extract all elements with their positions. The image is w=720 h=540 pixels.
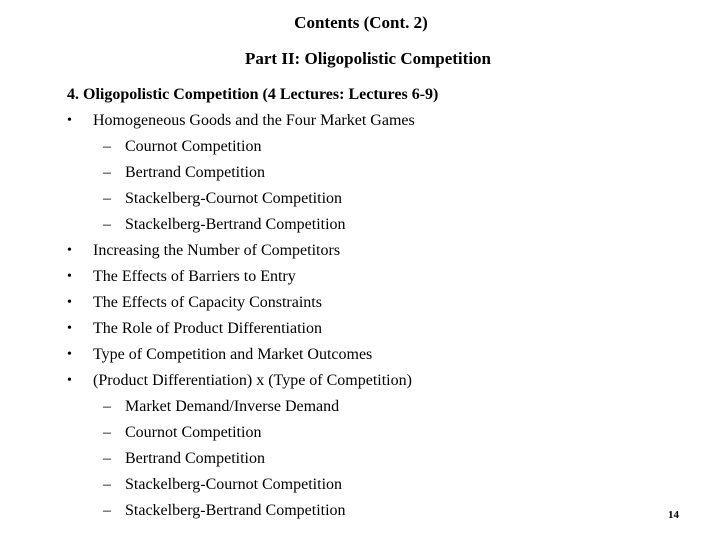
- sub-list-item: Cournot Competition: [125, 138, 262, 155]
- list-item: The Effects of Barriers to Entry: [93, 268, 296, 285]
- list-item: The Role of Product Differentiation: [93, 320, 322, 337]
- sub-list-item: Stackelberg-Bertrand Competition: [125, 502, 346, 519]
- slide-subtitle: Part II: Oligopolistic Competition: [244, 49, 491, 68]
- sub-list-item: Cournot Competition: [125, 424, 262, 441]
- bullet-marker: •: [67, 321, 72, 336]
- bullet-marker: •: [67, 269, 72, 284]
- sub-list-item: Market Demand/Inverse Demand: [125, 398, 340, 415]
- dash-marker: –: [103, 424, 111, 441]
- bullet-marker: •: [67, 243, 72, 258]
- list-item: Type of Competition and Market Outcomes: [93, 346, 373, 363]
- dash-marker: –: [103, 138, 111, 155]
- dash-marker: –: [103, 450, 111, 467]
- slide-title: Contents (Cont. 2): [294, 13, 428, 32]
- sub-list-item: Bertrand Competition: [125, 164, 265, 181]
- sub-list-item: Bertrand Competition: [125, 450, 265, 467]
- section-heading: 4. Oligopolistic Competition (4 Lectures: Lectures 6-9): [67, 86, 439, 103]
- list-item: Homogeneous Goods and the Four Market Games: [93, 112, 415, 129]
- dash-marker: –: [103, 476, 111, 493]
- bullet-marker: •: [67, 295, 72, 310]
- list-item: Increasing the Number of Competitors: [93, 242, 341, 259]
- sub-list-item: Stackelberg-Bertrand Competition: [125, 216, 346, 233]
- dash-marker: –: [103, 398, 111, 415]
- bullet-marker: •: [67, 373, 72, 388]
- sub-list-item: Stackelberg-Cournot Competition: [125, 190, 343, 207]
- list-item: The Effects of Capacity Constraints: [93, 294, 322, 311]
- list-item: (Product Differentiation) x (Type of Competition): [93, 372, 412, 389]
- dash-marker: –: [103, 216, 111, 233]
- dash-marker: –: [103, 164, 111, 181]
- sub-list-item: Stackelberg-Cournot Competition: [125, 476, 343, 493]
- dash-marker: –: [103, 190, 111, 207]
- bullet-marker: •: [67, 347, 72, 362]
- bullet-marker: •: [67, 113, 72, 128]
- page-number: 14: [668, 509, 679, 521]
- dash-marker: –: [103, 502, 111, 519]
